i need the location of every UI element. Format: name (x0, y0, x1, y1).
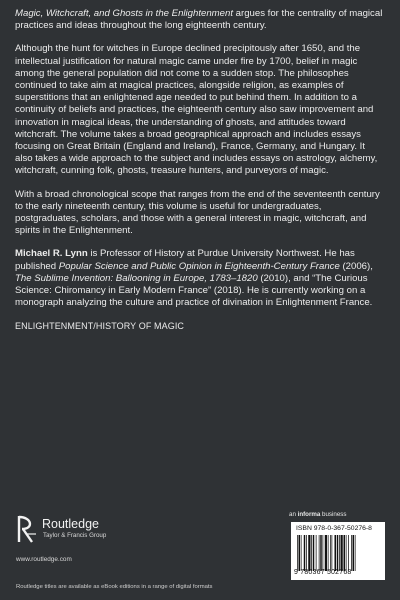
informa-tagline: an informa business (289, 511, 347, 518)
routledge-r-icon (16, 514, 38, 544)
author-bio: Michael R. Lynn is Professor of History at Purdue University Northwest. He has published Popular Science and Public Opinion in Eighteenth-Century France (2006), The Sublime Invention: Ballooning in Europe, 1783–1820 (2010), and “The Curious Science: Chiromancy in Early Modern France” (2018). He is currently working on a monograph analyzing the culture and practice of divination in Enlightenment France. (15, 248, 373, 309)
barcode-image (295, 535, 381, 571)
audience-paragraph: With a broad chronological scope that ranges from the end of the seventeenth century to the early nineteenth century, this volume is useful for undergraduates, postgraduates, scholars, and those with a general interest in magic, witchcraft, and spirits in the Enlightenment. (15, 188, 380, 237)
book-title-1: Popular Science and Public Opinion in Eighteenth-Century France (58, 260, 340, 272)
isbn-label: ISBN 978-0-367-50276-8 (296, 525, 372, 532)
author-name: Michael R. Lynn (15, 248, 88, 260)
intro-rest: argues for the centrality of magical practices and ideas throughout the long eighteenth century. (15, 8, 383, 32)
description-paragraph: Although the hunt for witches in Europe declined precipitously after 1650, and the intellectual justification for natural magic came under fire by 1700, belief in magic among the general population did not come to a sudden stop. The philosophes continued to take aim at magical practices, alongside religion, as examples of superstitions that an enlightened age needed to put behind them. In addition to a continuity of beliefs and practices, the eighteenth century also saw improvement and innovation in magical ideas, the understanding of ghosts, and attitudes toward witchcraft. The volume takes a broad geographical approach and includes essays focusing on Great Britain (England and Ireland), France, Germany, and Hungary. It also takes a wide approach to the subject and includes essays on astrology, alchemy, witchcraft, cunning folk, ghosts, treasure hunters, and purveyors of magic. (15, 43, 378, 177)
routledge-logo (16, 512, 156, 552)
barcode-digits: 9 780367 502768 (294, 569, 352, 576)
intro-paragraph (15, 8, 385, 32)
blurb-text (15, 8, 385, 344)
book-title-2: The Sublime Invention: Ballooning in Europe, 1783–1820 (15, 272, 258, 284)
publisher-group: Taylor & Francis Group (43, 532, 107, 539)
barcode-panel (291, 522, 385, 580)
book-title-italic: Magic, Witchcraft, and Ghosts in the Enlightenment (15, 8, 234, 19)
publisher-name: Routledge (42, 517, 99, 531)
publisher-url: www.routledge.com (16, 556, 72, 563)
subject-category: ENLIGHTENMENT/HISTORY OF MAGIC (15, 321, 185, 332)
ebook-note: Routledge titles are available as eBook editions in a range of digital formats (16, 584, 213, 590)
